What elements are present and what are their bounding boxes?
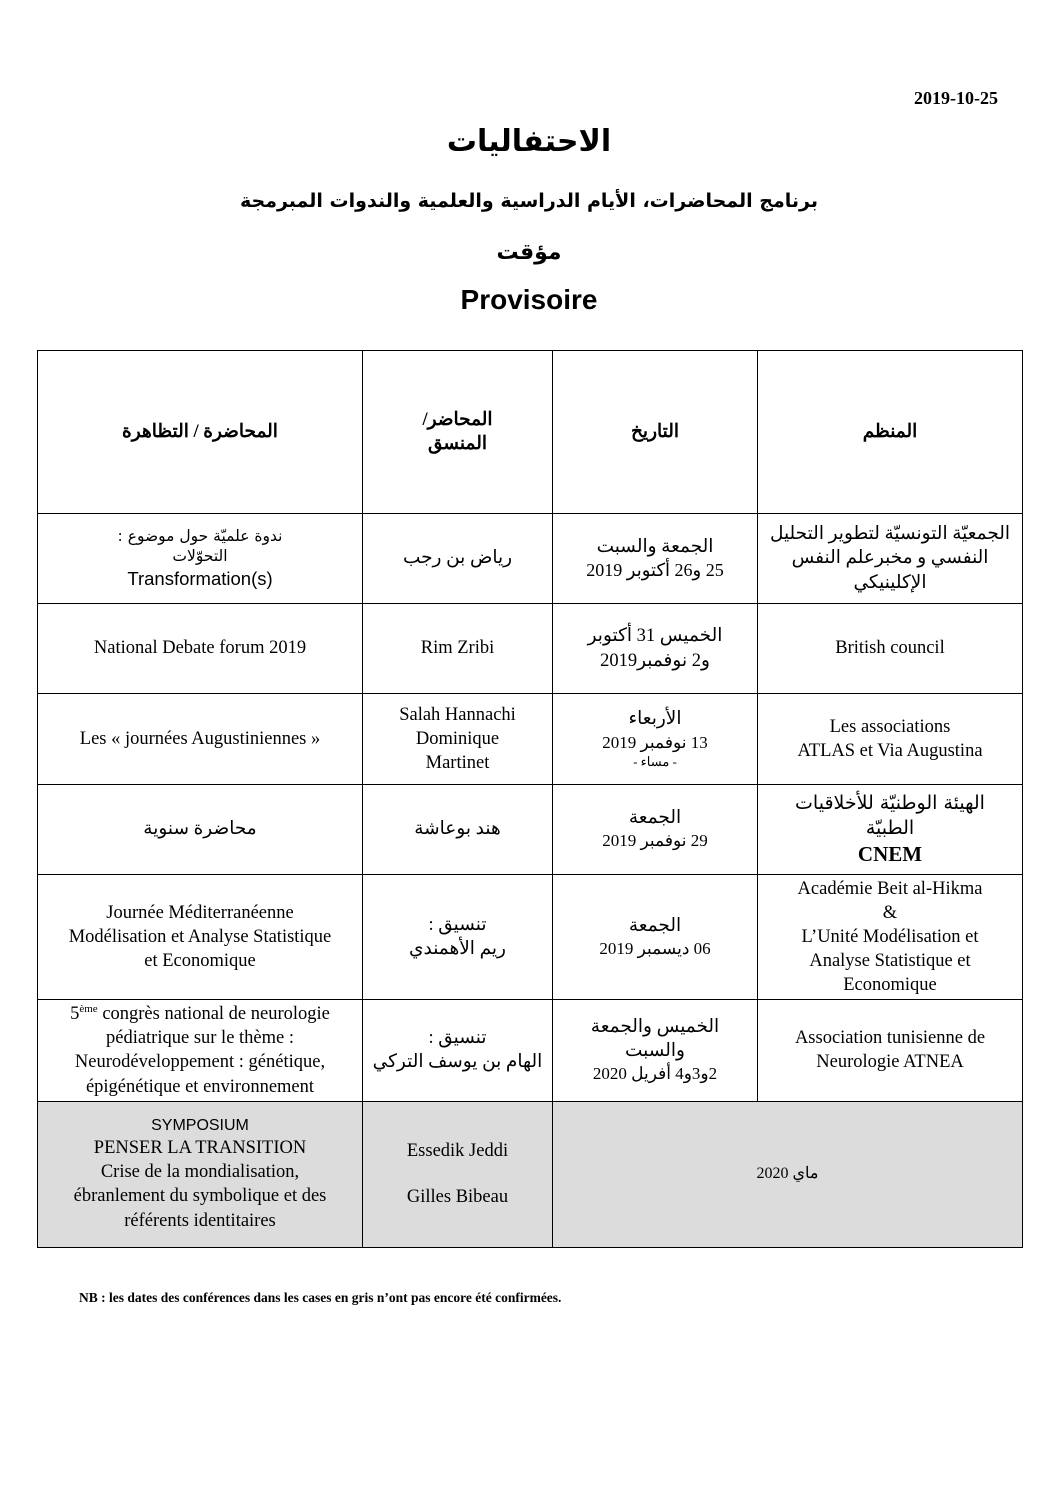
date-cell	[553, 875, 758, 1000]
cell-line: épigénétique et environnement	[85, 1076, 315, 1097]
cell-line: تنسيق :	[428, 915, 487, 936]
speaker-cell	[363, 514, 553, 604]
cell-line: PENSER LA TRANSITION	[93, 1138, 307, 1159]
cell-line: الهام بن يوسف التركي	[372, 1052, 543, 1073]
cell-line	[44, 1002, 356, 1026]
provisoire-label: Provisoire	[460, 284, 598, 315]
cell-line: Académie Beit al-Hikma	[797, 879, 983, 899]
speaker-cell	[363, 785, 553, 875]
cell-line: ندوة علميّة حول موضوع :	[117, 527, 283, 546]
ordinal-number: 5	[70, 1004, 80, 1025]
table-row	[38, 1000, 1023, 1101]
cell-line: L’Unité Modélisation et	[801, 927, 979, 948]
date-cell	[553, 785, 758, 875]
cell-line: Rim Zribi	[420, 638, 495, 659]
lecture-cell	[38, 514, 363, 604]
cell-line: رياض بن رجب	[402, 548, 513, 569]
organizer-cell	[758, 875, 1023, 1000]
lecture-cell	[38, 875, 363, 1000]
document-title: الاحتفاليات	[446, 124, 612, 159]
date-cell	[553, 514, 758, 604]
cell-line: النفسي و مخبرعلم النفس الإكلينيكي	[791, 548, 989, 593]
cell-line: SYMPOSIUM	[151, 1116, 249, 1134]
cell-line: Salah Hannachi	[399, 704, 516, 725]
table-row	[38, 694, 1023, 785]
cell-line: و2 نوفمبر2019	[600, 650, 710, 671]
merged-date-cell	[553, 1101, 1023, 1247]
header-lecture: المحاضرة / التظاهرة	[38, 351, 363, 514]
cell-line: ماي 2020	[756, 1164, 819, 1182]
cell-line: 25 و26 أكتوبر 2019	[586, 559, 724, 580]
header-organizer: المنظم	[758, 351, 1023, 514]
table-row	[38, 604, 1023, 694]
organizer-cell	[758, 1000, 1023, 1101]
header-speaker	[363, 351, 553, 514]
cell-line: الجمعيّة التونسيّة لتطوير التحليل	[769, 524, 1011, 545]
lecture-cell	[38, 694, 363, 785]
cell-line: Neurologie ATNEA	[816, 1052, 964, 1073]
cell-line: 29 نوفمبر 2019	[602, 831, 708, 851]
cell-line: CNEM	[857, 841, 923, 866]
cell-line: Dominique	[415, 728, 500, 749]
cell-line: Gilles Bibeau	[406, 1187, 509, 1208]
speaker-cell	[363, 1101, 553, 1247]
cell-line: Association tunisienne de	[794, 1028, 986, 1049]
lecture-cell	[38, 1000, 363, 1101]
cell-line: et Economique	[144, 951, 256, 972]
cell-line: ébranlement du symbolique et des	[73, 1186, 327, 1207]
cell-line: Martinet	[425, 753, 490, 774]
lecture-cell	[38, 1101, 363, 1247]
cell-line: Crise de la mondialisation,	[100, 1162, 300, 1183]
cell-line: pédiatrique sur le thème :	[105, 1028, 295, 1049]
cell-line: هند بوعاشة	[414, 819, 501, 840]
cell-line: Les associations	[829, 716, 951, 737]
speaker-cell	[363, 1000, 553, 1101]
speaker-cell	[363, 604, 553, 694]
header-date: التاريخ	[553, 351, 758, 514]
cell-line: الجمعة	[628, 808, 682, 829]
organizer-cell	[758, 604, 1023, 694]
cell-line: الخميس والجمعة والسبت	[590, 1017, 720, 1062]
cell-line: ريم الأهمندي	[409, 939, 506, 960]
date-cell	[553, 1000, 758, 1101]
cell-line: الهيئة الوطنيّة للأخلاقيات	[795, 792, 985, 815]
cell-line: تنسيق :	[428, 1028, 487, 1049]
organizer-cell	[758, 785, 1023, 875]
cell-line: الطبيّة	[865, 816, 915, 839]
document-subtitle: برنامج المحاضرات، الأيام الدراسية والعلمية والندوات المبرمجة	[240, 190, 818, 212]
table-row	[38, 875, 1023, 1000]
cell-line: الجمعة	[628, 916, 682, 937]
cell-line: Transformation(s)	[127, 567, 273, 589]
table-row	[38, 514, 1023, 604]
lecture-cell	[38, 604, 363, 694]
table-row	[38, 785, 1023, 875]
header-speaker-line: المنسق	[428, 434, 487, 454]
cell-line: Journée Méditerranéenne	[106, 903, 294, 924]
cell-line: Modélisation et Analyse Statistique	[68, 927, 332, 948]
cell-line: 06 ديسمبر 2019	[599, 939, 711, 959]
date-cell	[553, 604, 758, 694]
cell-line: 13 نوفمبر 2019	[602, 732, 708, 752]
ordinal-suffix: ème	[79, 1003, 98, 1016]
cell-line: التحوّلات	[172, 547, 228, 566]
cell-line: الأربعاء	[628, 709, 682, 730]
cell-line: Economique	[843, 975, 937, 996]
table-row-unconfirmed	[38, 1101, 1023, 1247]
cell-text: congrès national de neurologie	[102, 1004, 330, 1025]
cell-line: &	[882, 903, 898, 924]
cell-line: Les « journées Augustiniennes »	[79, 728, 321, 749]
spacer	[369, 1163, 546, 1185]
date-cell	[553, 694, 758, 785]
cell-line: - مساء -	[633, 753, 677, 769]
cell-line: الخميس 31 أكتوبر	[587, 626, 723, 647]
cell-line: British council	[835, 638, 945, 659]
speaker-cell	[363, 875, 553, 1000]
cell-line: Analyse Statistique et	[809, 951, 971, 972]
program-table	[37, 350, 1023, 1248]
header-speaker-line: المحاضر/	[422, 409, 493, 430]
organizer-cell	[758, 694, 1023, 785]
organizer-cell	[758, 514, 1023, 604]
lecture-cell	[38, 785, 363, 875]
speaker-cell	[363, 694, 553, 785]
cell-line: référents identitaires	[124, 1210, 276, 1231]
table-header-row	[38, 351, 1023, 514]
document-date: 2019-10-25	[914, 88, 998, 108]
cell-line: 2و3و4 أفريل 2020	[592, 1064, 718, 1084]
cell-line: Neurodéveloppement : génétique,	[74, 1052, 326, 1073]
cell-line: الجمعة والسبت	[596, 536, 714, 557]
cell-line: Essedik Jeddi	[406, 1141, 509, 1162]
cell-line: National Debate forum 2019	[93, 638, 307, 659]
cell-line: ATLAS et Via Augustina	[797, 741, 983, 761]
cell-line: محاضرة سنوية	[143, 819, 257, 840]
footnote: NB : les dates des conférences dans les cases en gris n’ont pas encore été confirmées.	[79, 1290, 562, 1305]
temporary-label-ar: مؤقت	[496, 240, 562, 265]
